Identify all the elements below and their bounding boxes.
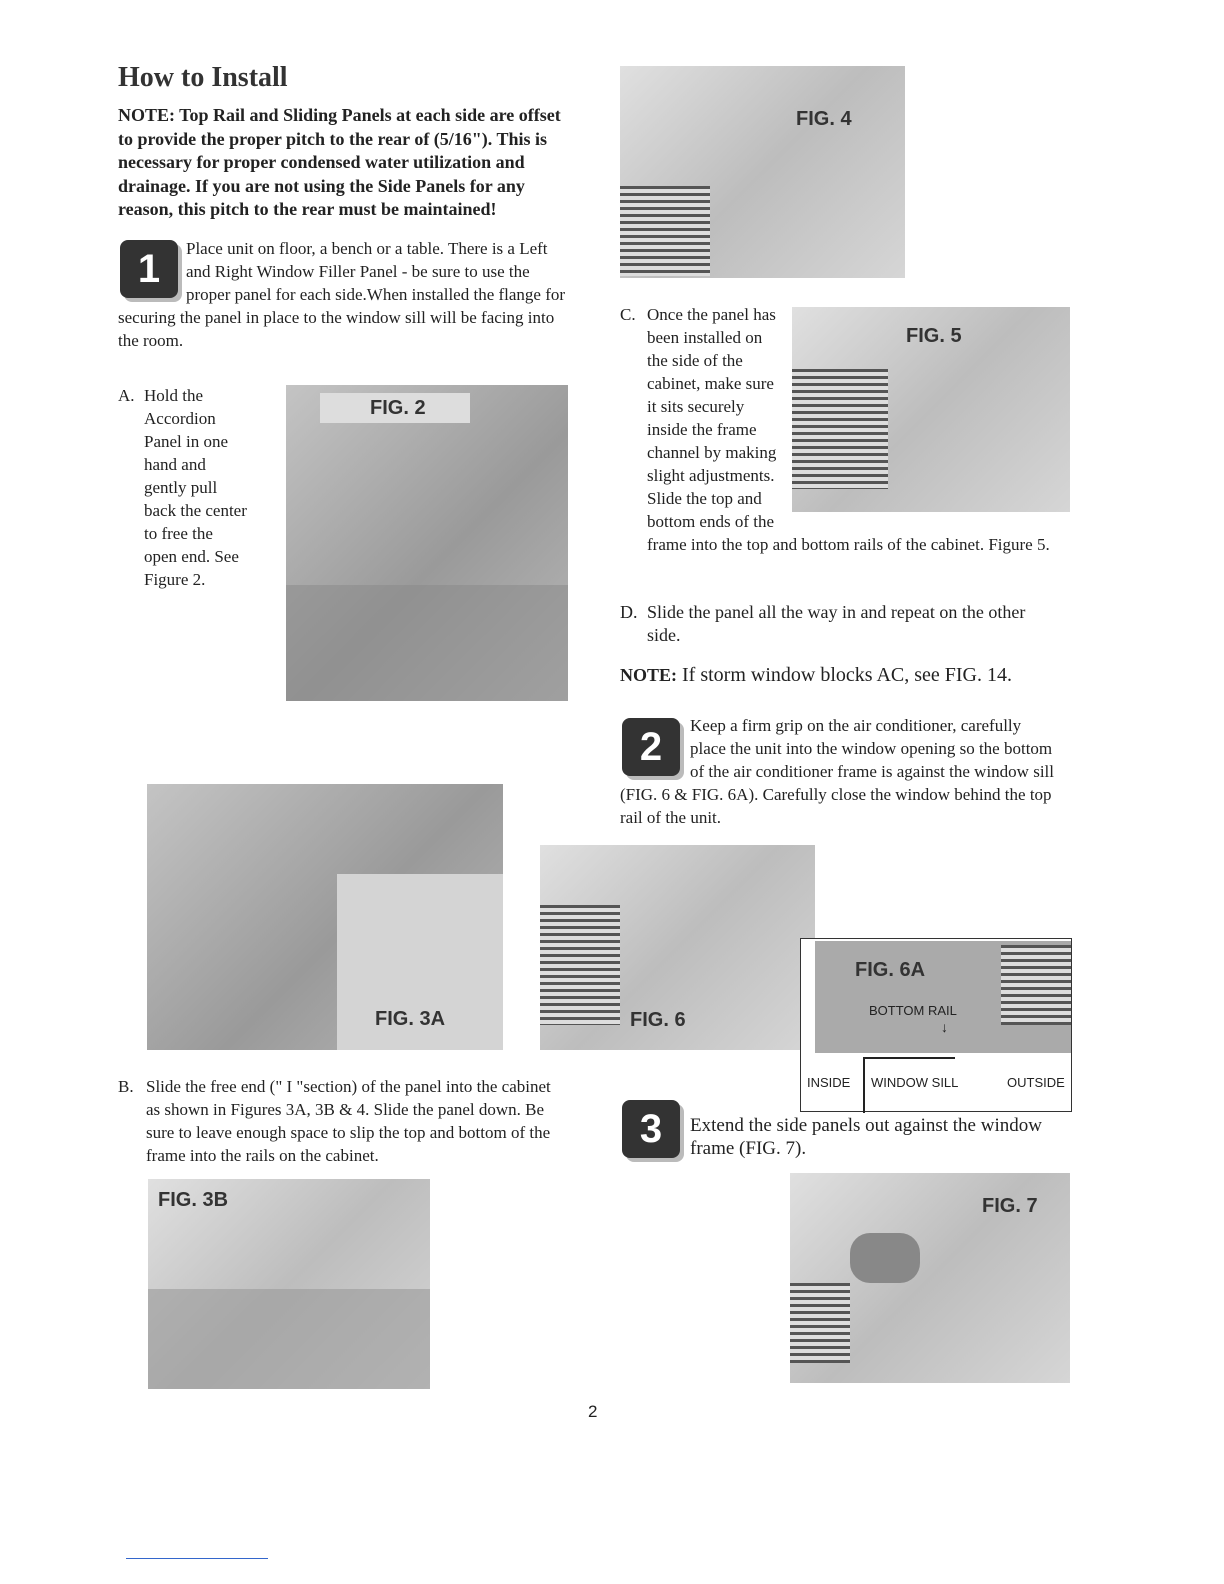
step-1-text: Place unit on floor, a bench or a table. There is a Left and Right Window Filler Panel - be sure to use the proper panel for each side.When installed the flange for securing the panel in place to the window sill will be facing into the room. [118, 239, 566, 350]
step-d: D. Slide the panel all the way in and repeat on the other side. [620, 602, 1026, 645]
figure-5-photo: FIG. 5 [792, 307, 1070, 512]
step-1-badge: 1 [120, 240, 178, 298]
storm-window-note: NOTE: If storm window blocks AC, see FIG. 14. [620, 664, 1012, 686]
step-c: C. Once the panel has been installed on the side of the cabinet, make sure it sits securely inside the frame channel by making slight adjustments. Slide the top and bottom ends of the frame into the top and bottom rails of the cabinet. Figure 5. [620, 305, 1050, 554]
figure-6a-diagram: FIG. 6A BOTTOM RAIL ↓ INSIDE WINDOW SILL OUTSIDE [800, 938, 1072, 1112]
figure-3a-photo: FIG. 3A [147, 784, 503, 1050]
step-2-text: Keep a firm grip on the air conditioner, carefully place the unit into the window opening so the bottom of the air conditioner frame is against the window sill (FIG. 6 & FIG. 6A). Carefully close the window behind the top rail of the unit. [620, 716, 1054, 827]
step-2-badge: 2 [622, 718, 680, 776]
pitch-note: NOTE: Top Rail and Sliding Panels at each side are offset to provide the proper pitch to the rear of (5/16"). This is necessary for proper condensed water utilization and drainage. If you are not using the Side Panels for any reason, this pitch to the rear must be maintained! [118, 105, 561, 219]
step-a: A. Hold the Accordion Panel in one hand and gently pull back the center to free the open end. See Figure 2. [118, 386, 247, 589]
figure-3b-photo: FIG. 3B [148, 1179, 430, 1389]
step-b: B. Slide the free end (" I "section) of the panel into the cabinet as shown in Figures 3A, 3B & 4. Slide the panel down. Be sure to leave enough space to slip the top and bottom of the frame into the rails on the cabinet. [118, 1077, 551, 1165]
step-3-badge: 3 [622, 1100, 680, 1158]
step-3-text: Extend the side panels out against the window frame (FIG. 7). [690, 1115, 1042, 1159]
figure-7-photo: FIG. 7 [790, 1173, 1070, 1383]
divider [126, 1558, 268, 1559]
page-number: 2 [588, 1402, 598, 1421]
figure-4-photo: FIG. 4 [620, 66, 905, 278]
figure-6-photo: FIG. 6 [540, 845, 815, 1050]
page-title: How to Install [118, 62, 288, 93]
figure-2-photo: FIG. 2 [286, 385, 568, 701]
